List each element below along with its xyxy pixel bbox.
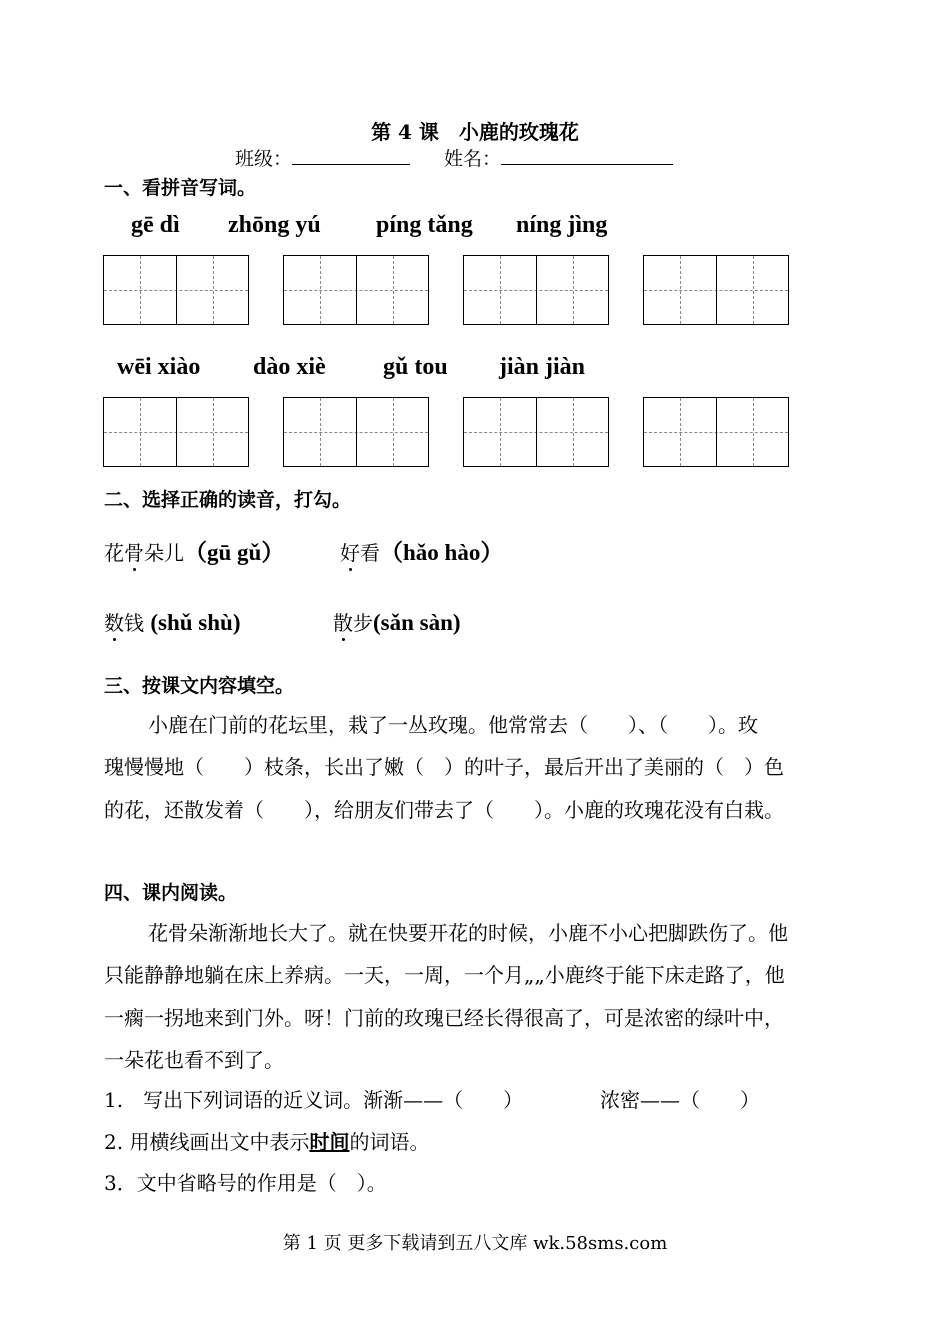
reading-line: 花骨朵渐渐地长大了。就在快要开花的时候，小鹿不小心把脚跌伤了。他 (148, 921, 788, 945)
pinyin-options: (sǎn sàn) (373, 610, 461, 635)
writing-grid[interactable] (463, 397, 609, 467)
section-2-heading: 二、选择正确的读音，打勾。 (104, 489, 352, 511)
dotted-char: 骨 (124, 541, 144, 565)
name-label: 姓名： (444, 148, 502, 170)
pinyin-options: （gū gǔ） (184, 540, 285, 565)
pinyin-item: gē dì (131, 212, 180, 238)
writing-grid[interactable] (283, 397, 429, 467)
writing-grid[interactable] (463, 255, 609, 325)
question-3: 3．文中省略号的作用是（ ）。 (104, 1171, 387, 1195)
pinyin-item: jiàn jiàn (499, 354, 586, 380)
section-1-heading: 一、看拼音写词。 (104, 177, 257, 199)
section-3-heading: 三、按课文内容填空。 (104, 675, 295, 697)
fill-blank-line: 小鹿在门前的花坛里，栽了一丛玫瑰。他常常去（ ）、（ ）。玫 (148, 713, 758, 737)
reading-line: 一朵花也看不到了。 (104, 1048, 284, 1072)
writing-grid[interactable] (103, 397, 249, 467)
synonym-b: 浓密——（ ） (600, 1088, 760, 1112)
writing-grid[interactable] (283, 255, 429, 325)
page-title: 第 4 课 小鹿的玫瑰花 (371, 120, 579, 144)
class-blank (292, 146, 410, 165)
pinyin-item: píng tǎng (376, 212, 473, 238)
writing-grid[interactable] (643, 255, 789, 325)
dotted-char: 数 (104, 611, 124, 635)
fill-blank-line: 瑰慢慢地（ ）枝条，长出了嫩（ ）的叶子，最后开出了美丽的（ ）色 (104, 755, 784, 779)
pinyin-item: dào xiè (253, 354, 326, 380)
question-1-label: 1. 写出下列词语的近义词。 (104, 1088, 364, 1112)
pronunciation-item[interactable]: 散步(sǎn sàn) (333, 610, 461, 635)
student-info (235, 144, 673, 171)
page-footer: 第 1 页 更多下载请到五八文库 wk.58sms.com (282, 1233, 668, 1254)
pinyin-item: wēi xiào (117, 354, 201, 380)
pinyin-item: gǔ tou (383, 354, 448, 380)
question-1 (104, 1084, 523, 1113)
class-label: 班级： (235, 148, 293, 170)
section-4-heading: 四、课内阅读。 (104, 882, 238, 904)
pronunciation-item[interactable]: 花骨朵儿（gū gǔ） (104, 540, 285, 565)
synonym-a: 渐渐——（ ） (363, 1088, 524, 1112)
pronunciation-item[interactable]: 数钱 (shǔ shù) (104, 610, 241, 635)
pinyin-item: zhōng yú (228, 212, 321, 238)
emphasized-word: 时间 (309, 1130, 350, 1154)
pinyin-item: níng jìng (516, 212, 608, 238)
dotted-char: 好 (340, 541, 360, 565)
dotted-char: 散 (333, 611, 353, 635)
pinyin-options: (shǔ shù) (150, 610, 241, 635)
reading-line: 一瘸一拐地来到门外。呀！门前的玫瑰已经长得很高了，可是浓密的绿叶中， (104, 1006, 784, 1030)
fill-blank-line: 的花，还散发着（ ），给朋友们带去了（ ）。小鹿的玫瑰花没有白栽。 (104, 798, 784, 822)
writing-grid[interactable] (643, 397, 789, 467)
pinyin-options: （hǎo hào） (380, 540, 504, 565)
name-blank (501, 146, 673, 165)
pronunciation-item[interactable]: 好看（hǎo hào） (340, 540, 504, 565)
writing-grid[interactable] (103, 255, 249, 325)
question-2: 2. 用横线画出文中表示时间的词语。 (104, 1130, 430, 1154)
reading-line: 只能静静地躺在床上养病。一天，一周，一个月„„小鹿终于能下床走路了，他 (104, 963, 785, 987)
